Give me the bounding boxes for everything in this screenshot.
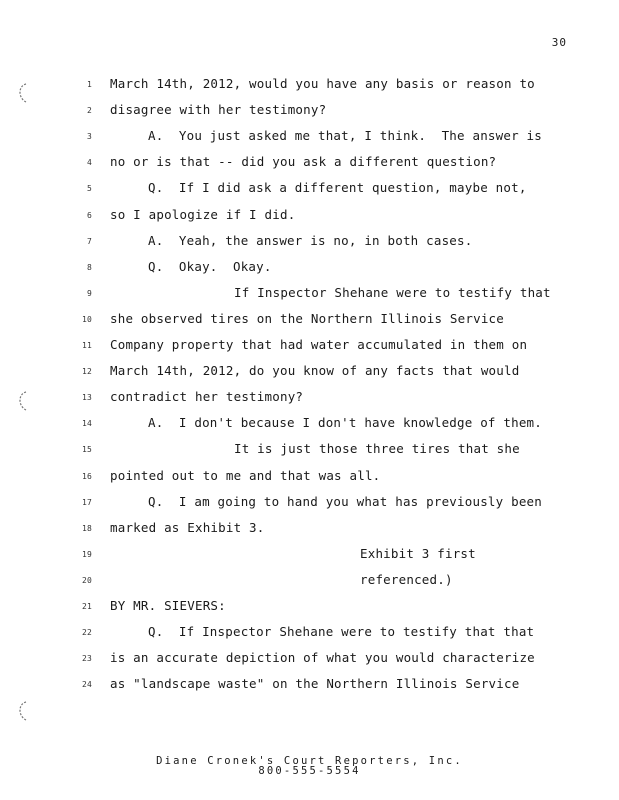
line-text: referenced.) [360, 571, 453, 587]
line-text: Q. If I did ask a different question, maybe not, [148, 180, 527, 196]
line-number: 18 [81, 523, 92, 533]
line-number: 22 [81, 628, 92, 638]
line-text: as "landscape waste" on the Northern Illinois Service [110, 676, 520, 692]
footer-phone: 800-555-5554 [258, 765, 361, 777]
line-number: 5 [86, 184, 92, 194]
line-number: 6 [86, 210, 92, 220]
transcript-line [0, 363, 619, 383]
line-number: 4 [86, 158, 92, 168]
transcript-line [0, 154, 619, 174]
transcript-line [0, 624, 619, 644]
transcript-line [0, 102, 619, 122]
line-number: 13 [81, 393, 92, 403]
transcript-line [0, 259, 619, 279]
line-number: 3 [86, 132, 92, 142]
line-number: 16 [81, 471, 92, 481]
transcript-line [0, 128, 619, 148]
transcript-line [0, 415, 619, 435]
line-text: contradict her testimony? [110, 389, 304, 405]
line-number: 8 [86, 262, 92, 272]
transcript-line [0, 207, 619, 227]
line-text: Company property that had water accumulated in them on [110, 337, 528, 352]
transcript-line [0, 650, 619, 670]
line-number: 1 [86, 80, 92, 89]
line-text: Q. I am going to hand you what has previously been [148, 493, 543, 509]
transcript-line [0, 441, 619, 461]
line-text: A. You just asked me that, I think. The answer is [148, 128, 543, 144]
line-number: 2 [86, 106, 92, 116]
line-number: 9 [86, 288, 92, 298]
line-number: 11 [81, 341, 92, 350]
line-number: 17 [81, 497, 92, 507]
transcript-line [0, 337, 619, 357]
transcript-line [0, 389, 619, 409]
transcript-line [0, 546, 619, 566]
page-number: 30 [551, 36, 567, 49]
line-number: 10 [81, 314, 92, 324]
transcript-line [0, 468, 619, 488]
line-number: 20 [81, 575, 92, 585]
line-text: A. Yeah, the answer is no, in both cases. [148, 232, 473, 248]
footer-reporter-name: Diane Cronek's Court Reporters, Inc. [156, 755, 463, 767]
line-number: 12 [81, 367, 92, 377]
transcript-line [0, 598, 619, 618]
line-text: Q. If Inspector Shehane were to testify that that [148, 624, 535, 640]
transcript-line [0, 285, 619, 305]
line-text: so I apologize if I did. [110, 206, 296, 222]
line-text: pointed out to me and that was all. [110, 467, 381, 483]
line-number: 21 [81, 602, 92, 611]
line-text: she observed tires on the Northern Illinois Service [110, 310, 505, 326]
line-text: Exhibit 3 first [360, 545, 476, 561]
line-text: If Inspector Shehane were to testify that [234, 284, 551, 300]
transcript-line [0, 572, 619, 592]
line-number: 7 [86, 236, 92, 246]
line-text: is an accurate depiction of what you would characterize [110, 650, 535, 666]
transcript-line [0, 76, 619, 96]
punch-hole-bottom [14, 700, 34, 722]
line-text: March 14th, 2012, would you have any basis or reason to [110, 76, 535, 91]
transcript-line [0, 520, 619, 540]
punch-hole-icon [14, 700, 34, 722]
line-text: Q. Okay. Okay. [148, 258, 272, 274]
line-text: disagree with her testimony? [110, 102, 327, 118]
line-text: no or is that -- did you ask a different question? [110, 154, 497, 170]
transcript-line [0, 233, 619, 253]
line-number: 19 [81, 549, 92, 559]
transcript-line [0, 180, 619, 200]
transcript-line [0, 494, 619, 514]
transcript-line [0, 676, 619, 696]
line-number: 14 [81, 419, 92, 429]
line-text: marked as Exhibit 3. [110, 519, 265, 535]
line-number: 24 [81, 680, 92, 690]
line-text: March 14th, 2012, do you know of any facts that would [110, 363, 520, 379]
page-footer [0, 756, 619, 776]
line-number: 15 [81, 445, 92, 455]
transcript-line [0, 311, 619, 331]
line-text: A. I don't because I don't have knowledge of them. [148, 415, 543, 431]
line-text: It is just those three tires that she [234, 441, 520, 457]
line-text: BY MR. SIEVERS: [110, 598, 226, 613]
line-number: 23 [81, 654, 92, 664]
